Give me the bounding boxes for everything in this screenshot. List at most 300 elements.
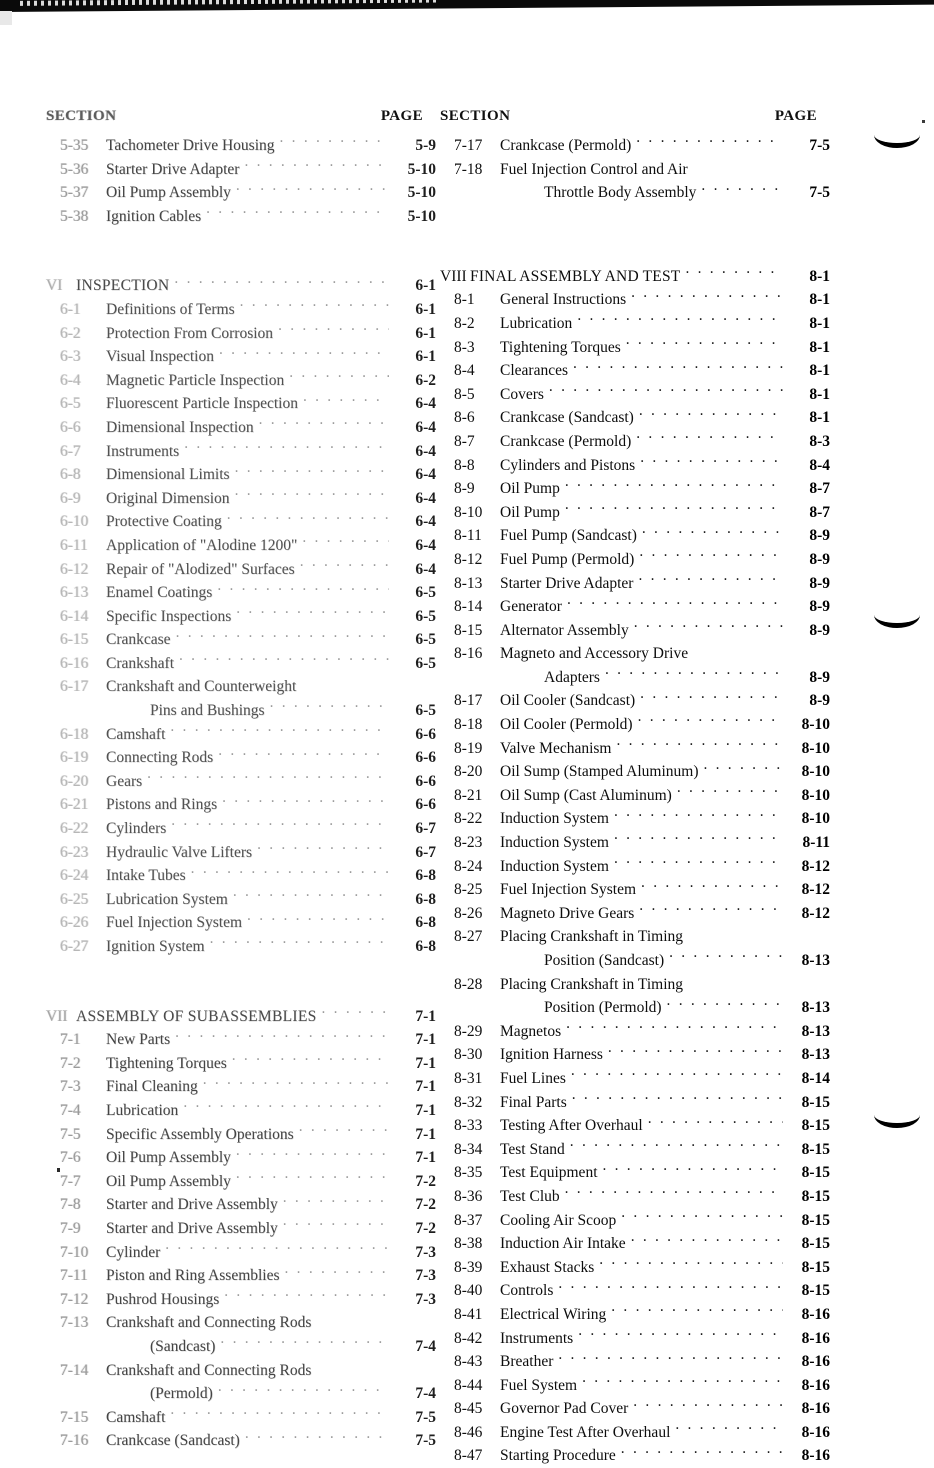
toc-entry-number: 8-40 xyxy=(454,1282,483,1300)
toc-entry-number: 7-9 xyxy=(60,1219,81,1237)
toc-entries-left xyxy=(46,134,436,1453)
toc-entry[interactable] xyxy=(440,1209,830,1233)
toc-entry[interactable] xyxy=(46,1146,436,1170)
toc-leader-dots xyxy=(316,1312,389,1328)
toc-entry-page: 6-4 xyxy=(415,442,436,460)
toc-entry-title: Controls xyxy=(500,1282,554,1300)
toc-section-entry[interactable] xyxy=(46,1005,436,1029)
toc-entry[interactable] xyxy=(440,134,830,158)
toc-leader-dots xyxy=(704,761,784,777)
toc-leader-dots xyxy=(235,487,389,503)
toc-entry-number: 8-4 xyxy=(454,362,475,380)
toc-entry-title: Gears xyxy=(106,772,143,790)
toc-leader-dots xyxy=(236,182,389,198)
toc-entry[interactable] xyxy=(440,501,830,525)
toc-entry[interactable] xyxy=(440,855,830,879)
toc-entry-title: Cylinders xyxy=(106,820,167,838)
toc-entry[interactable] xyxy=(440,713,830,737)
toc-entry[interactable] xyxy=(46,911,436,935)
toc-leader-dots xyxy=(701,182,783,198)
toc-entry[interactable] xyxy=(46,1382,436,1406)
toc-entry-title: Repair of "Alodized" Surfaces xyxy=(106,560,295,578)
toc-entry[interactable] xyxy=(440,642,830,666)
toc-entry-title: Oil Pump Assembly xyxy=(106,1149,231,1167)
toc-entry-title: Crankshaft and Connecting Rods xyxy=(106,1361,312,1379)
toc-entry[interactable] xyxy=(46,463,436,487)
toc-entry-number: 8-27 xyxy=(454,928,483,946)
toc-entry-number: 6-21 xyxy=(60,796,89,814)
toc-entry-title: Induction System xyxy=(500,857,609,875)
toc-entry-number: 6-17 xyxy=(60,678,89,696)
toc-entry-title: Oil Pump Assembly xyxy=(106,184,231,202)
toc-leader-dots xyxy=(244,158,389,174)
toc-entry-title: Throttle Body Assembly xyxy=(544,184,697,202)
toc-entry-number: 6-10 xyxy=(60,513,89,531)
toc-leader-dots xyxy=(567,596,783,612)
toc-entry-number: 8-12 xyxy=(454,550,483,568)
toc-entry[interactable] xyxy=(440,689,830,713)
toc-entry-page: 8-9 xyxy=(809,527,830,545)
toc-entry-page: 7-2 xyxy=(415,1219,436,1237)
toc-entry-page: 8-16 xyxy=(801,1423,830,1441)
toc-entry-page: 6-5 xyxy=(415,702,436,720)
toc-entry[interactable] xyxy=(46,1429,436,1453)
toc-entry[interactable] xyxy=(440,572,830,596)
toc-entry-title: Placing Crankshaft in Timing xyxy=(500,975,683,993)
toc-entry[interactable] xyxy=(440,973,830,997)
toc-entry-page: 8-12 xyxy=(801,857,830,875)
toc-entry-number: 8-44 xyxy=(454,1376,483,1394)
toc-entry-number: 7-2 xyxy=(60,1054,81,1072)
toc-leader-dots xyxy=(603,1162,784,1178)
toc-entry-page: 7-4 xyxy=(415,1385,436,1403)
toc-entry-title: Crankcase (Permold) xyxy=(500,137,632,154)
toc-entry[interactable] xyxy=(46,864,436,888)
toc-entry[interactable] xyxy=(440,1327,830,1351)
toc-leader-dots xyxy=(636,430,783,446)
toc-leader-dots xyxy=(165,1241,389,1257)
toc-entry-page: 5-10 xyxy=(407,207,436,225)
toc-entry[interactable] xyxy=(440,1067,830,1091)
toc-entry-title: Fuel System xyxy=(500,1376,578,1394)
toc-entry[interactable] xyxy=(440,406,830,430)
toc-entry[interactable] xyxy=(46,1099,436,1123)
toc-entry-title: Enamel Coatings xyxy=(106,584,213,602)
toc-leader-dots xyxy=(170,1406,389,1422)
toc-entry[interactable] xyxy=(440,288,830,312)
toc-entry-title: Piston and Ring Assemblies xyxy=(106,1267,280,1285)
toc-leader-dots xyxy=(639,902,783,918)
toc-entry-title: Specific Assembly Operations xyxy=(106,1125,294,1143)
toc-leader-dots xyxy=(183,1099,389,1115)
toc-entry[interactable] xyxy=(46,1193,436,1217)
toc-block xyxy=(440,265,830,1468)
toc-leader-dots xyxy=(693,643,783,659)
page-column-label: PAGE xyxy=(380,108,423,124)
toc-entry-number: 7-6 xyxy=(60,1149,81,1167)
toc-entry-page: 8-11 xyxy=(802,834,830,852)
toc-leader-dots xyxy=(179,652,389,668)
toc-entry-number: 8-23 xyxy=(454,834,483,852)
toc-entry[interactable] xyxy=(440,430,830,454)
toc-entry-page: 8-4 xyxy=(809,456,830,474)
toc-entry[interactable] xyxy=(46,392,436,416)
toc-entry-title: Fuel Injection System xyxy=(500,881,637,899)
toc-entry[interactable] xyxy=(46,888,436,912)
toc-entry-title: Magnetos xyxy=(500,1022,562,1040)
toc-entry[interactable] xyxy=(440,831,830,855)
toc-leader-dots xyxy=(669,950,783,966)
toc-entry-number: 6-3 xyxy=(60,348,81,366)
toc-leader-dots xyxy=(565,478,783,494)
toc-entry[interactable] xyxy=(440,548,830,572)
toc-entry-title: Fluorescent Particle Inspection xyxy=(106,395,298,413)
toc-entry[interactable] xyxy=(440,1043,830,1067)
toc-entry[interactable] xyxy=(46,581,436,605)
toc-entry-page: 7-1 xyxy=(415,1054,436,1072)
toc-entry[interactable] xyxy=(46,416,436,440)
toc-leader-dots xyxy=(677,784,783,800)
toc-entry-title: Cylinders and Pistons xyxy=(500,456,636,474)
toc-entry-number: 8-19 xyxy=(454,739,483,757)
toc-entry[interactable] xyxy=(46,770,436,794)
toc-entry[interactable] xyxy=(46,205,436,229)
toc-entry-page: 7-5 xyxy=(809,184,830,202)
toc-entry[interactable] xyxy=(440,784,830,808)
toc-entry-title: Alternator Assembly xyxy=(500,621,629,639)
toc-entry-number: 7-5 xyxy=(60,1125,81,1143)
toc-leader-dots xyxy=(631,289,783,305)
toc-entry-page: 6-7 xyxy=(415,843,436,861)
toc-entry-number: 7-17 xyxy=(454,137,483,154)
toc-entry[interactable] xyxy=(46,817,436,841)
toc-entry-page: 7-3 xyxy=(415,1267,436,1285)
toc-entry[interactable] xyxy=(46,605,436,629)
toc-entry-number: 6-11 xyxy=(60,536,88,554)
toc-leader-dots xyxy=(171,818,389,834)
toc-entry[interactable] xyxy=(440,1232,830,1256)
toc-entry[interactable] xyxy=(46,1335,436,1359)
toc-entry[interactable] xyxy=(46,1170,436,1194)
toc-entry-number: 8-15 xyxy=(454,621,483,639)
toc-entry[interactable] xyxy=(440,1020,830,1044)
toc-entry-page: 7-4 xyxy=(415,1337,436,1355)
toc-entry[interactable] xyxy=(440,996,830,1020)
toc-leader-dots xyxy=(626,336,783,352)
toc-entry-page: 6-6 xyxy=(415,749,436,767)
toc-leader-dots xyxy=(634,619,783,635)
toc-entry[interactable] xyxy=(46,134,436,158)
toc-entry-number: 8-34 xyxy=(454,1140,483,1158)
toc-entry-number: 7-8 xyxy=(60,1196,81,1214)
toc-entry-title: Induction System xyxy=(500,834,609,852)
toc-entry[interactable] xyxy=(440,1374,830,1398)
toc-entry-page: 6-5 xyxy=(415,631,436,649)
toc-entry-page: 8-10 xyxy=(801,786,830,804)
toc-entry-number: VIII xyxy=(440,267,467,285)
toc-entry[interactable] xyxy=(46,345,436,369)
toc-entry-page: 8-1 xyxy=(809,267,830,285)
toc-leader-dots xyxy=(614,808,783,824)
toc-entry-page: 7-5 xyxy=(415,1408,436,1426)
toc-entry[interactable] xyxy=(46,652,436,676)
toc-leader-dots xyxy=(614,832,783,848)
toc-entry-number: 7-18 xyxy=(454,160,483,178)
toc-entry-page: 8-9 xyxy=(809,598,830,616)
toc-leader-dots xyxy=(621,1209,783,1225)
toc-entry[interactable] xyxy=(440,1161,830,1185)
toc-entry[interactable] xyxy=(440,1397,830,1421)
toc-entry[interactable] xyxy=(440,1303,830,1327)
toc-entry-page: 8-3 xyxy=(809,432,830,450)
toc-entry[interactable] xyxy=(46,510,436,534)
toc-entry[interactable] xyxy=(440,312,830,336)
toc-leader-dots xyxy=(285,1265,389,1281)
toc-leader-dots xyxy=(257,841,389,857)
toc-entry-title: Camshaft xyxy=(106,725,166,743)
toc-entry-number: 6-12 xyxy=(60,560,89,578)
toc-entry-number: 5-37 xyxy=(60,184,89,202)
toc-entry-number: 8-29 xyxy=(454,1022,483,1040)
toc-entry[interactable] xyxy=(46,1406,436,1430)
toc-entry[interactable] xyxy=(46,746,436,770)
toc-entry-title: Testing After Overhaul xyxy=(500,1117,643,1135)
toc-entry-number: 8-7 xyxy=(454,432,475,450)
toc-entry-page: 8-16 xyxy=(801,1329,830,1347)
toc-entry-page: 8-9 xyxy=(809,574,830,592)
toc-entry[interactable] xyxy=(46,1052,436,1076)
toc-entry-page: 6-4 xyxy=(415,489,436,507)
toc-entry-title: Valve Mechanism xyxy=(500,739,612,757)
toc-entry-page: 6-4 xyxy=(415,466,436,484)
toc-entry[interactable] xyxy=(440,1444,830,1468)
toc-entry-title: Ignition System xyxy=(106,938,205,955)
toc-entry-title: Induction Air Intake xyxy=(500,1235,626,1253)
toc-entry-page: 8-13 xyxy=(801,1046,830,1064)
toc-entry-page: 7-3 xyxy=(415,1243,436,1261)
toc-entry[interactable] xyxy=(46,1217,436,1241)
toc-leader-dots xyxy=(639,548,783,564)
toc-block xyxy=(440,134,830,205)
toc-entry-number: 8-36 xyxy=(454,1187,483,1205)
toc-entry[interactable] xyxy=(46,675,436,699)
toc-leader-dots xyxy=(599,1256,783,1272)
toc-block xyxy=(46,134,436,228)
toc-entry[interactable] xyxy=(46,322,436,346)
toc-leader-dots xyxy=(685,265,783,281)
toc-leader-dots xyxy=(675,1421,783,1437)
toc-entry-number: VI xyxy=(46,277,63,295)
toc-entry-page: 8-13 xyxy=(801,952,830,969)
toc-section-entry[interactable] xyxy=(46,274,436,298)
toc-entry-page: 6-6 xyxy=(415,796,436,814)
toc-entry[interactable] xyxy=(46,793,436,817)
toc-entry-page: 8-12 xyxy=(801,904,830,922)
toc-leader-dots xyxy=(570,1138,783,1154)
toc-entry[interactable] xyxy=(46,1264,436,1288)
toc-entry[interactable] xyxy=(46,440,436,464)
toc-entry-number: 8-14 xyxy=(454,598,483,616)
toc-entry[interactable] xyxy=(46,369,436,393)
toc-entry-title: Position (Permold) xyxy=(544,999,662,1017)
toc-leader-dots xyxy=(577,312,783,328)
toc-entry[interactable] xyxy=(440,925,830,949)
toc-entry[interactable] xyxy=(440,454,830,478)
toc-entry-title: Exhaust Stacks xyxy=(500,1258,595,1276)
toc-leader-dots xyxy=(174,275,389,291)
toc-section-entry[interactable] xyxy=(440,265,830,289)
toc-entry-title: Oil Sump (Stamped Aluminum) xyxy=(500,763,699,781)
toc-entry-number: 8-11 xyxy=(454,527,482,545)
toc-entry[interactable] xyxy=(440,1138,830,1162)
toc-entry[interactable] xyxy=(46,935,436,959)
toc-entry-page: 8-9 xyxy=(809,692,830,710)
toc-entry[interactable] xyxy=(46,487,436,511)
toc-entry-page: 7-5 xyxy=(809,137,830,154)
toc-entry[interactable] xyxy=(440,878,830,902)
toc-entry-number: 8-38 xyxy=(454,1235,483,1253)
toc-entry-number: 7-15 xyxy=(60,1408,89,1426)
toc-entry-title: Electrical Wiring xyxy=(500,1305,607,1323)
toc-entry[interactable] xyxy=(440,666,830,690)
toc-entry[interactable] xyxy=(440,949,830,973)
toc-entry-title: Cooling Air Scoop xyxy=(500,1211,617,1229)
toc-entry-title: Cylinder xyxy=(106,1243,161,1261)
toc-entry[interactable] xyxy=(440,1279,830,1303)
toc-entry[interactable] xyxy=(46,158,436,182)
toc-entry-number: 8-5 xyxy=(454,385,475,403)
toc-entry[interactable] xyxy=(46,699,436,723)
toc-entry-page: 6-6 xyxy=(415,725,436,743)
toc-leader-dots xyxy=(222,794,389,810)
toc-leader-dots xyxy=(640,454,783,470)
toc-entry-title: Ignition Harness xyxy=(500,1046,603,1064)
toc-entry-number: 8-31 xyxy=(454,1069,483,1087)
toc-entry-page: 6-1 xyxy=(415,277,436,295)
toc-entry-page: 8-10 xyxy=(801,739,830,757)
toc-entry-page: 8-9 xyxy=(809,621,830,639)
toc-entry[interactable] xyxy=(46,298,436,322)
toc-entry-title: Crankcase (Sandcast) xyxy=(106,1432,240,1450)
toc-entry[interactable] xyxy=(46,723,436,747)
toc-entry[interactable] xyxy=(440,1421,830,1445)
toc-entry[interactable] xyxy=(440,1256,830,1280)
toc-entry[interactable] xyxy=(46,1123,436,1147)
toc-entry-title: Starter Drive Adapter xyxy=(500,574,634,592)
toc-entry[interactable] xyxy=(440,619,830,643)
toc-entry[interactable] xyxy=(440,737,830,761)
toc-entry-number: 8-17 xyxy=(454,692,483,710)
toc-entry-number: 7-11 xyxy=(60,1267,88,1285)
toc-entry-page: 5-10 xyxy=(407,160,436,178)
toc-leader-dots xyxy=(642,525,783,541)
toc-entry-page: 8-1 xyxy=(809,291,830,309)
toc-entry-page: 7-1 xyxy=(415,1125,436,1143)
toc-entry-title: Crankshaft and Connecting Rods xyxy=(106,1314,312,1332)
toc-entry-title: Pins and Bushings xyxy=(150,702,265,720)
toc-leader-dots xyxy=(614,855,783,871)
toc-entry-number: 8-8 xyxy=(454,456,475,474)
toc-entry-page: 6-4 xyxy=(415,395,436,413)
toc-entry[interactable] xyxy=(46,1311,436,1335)
toc-leader-dots xyxy=(219,346,389,362)
toc-entry[interactable] xyxy=(46,1075,436,1099)
toc-entry[interactable] xyxy=(440,158,830,182)
toc-leader-dots xyxy=(688,926,783,942)
toc-entry-page: 8-1 xyxy=(809,362,830,380)
toc-entry-page: 6-1 xyxy=(415,348,436,366)
toc-leader-dots xyxy=(688,973,783,989)
toc-leader-dots xyxy=(641,879,783,895)
toc-entry-page: 6-5 xyxy=(415,584,436,602)
toc-leader-dots xyxy=(648,1115,783,1131)
toc-entry-number: 8-1 xyxy=(454,291,475,309)
toc-entry[interactable] xyxy=(440,807,830,831)
toc-entry[interactable] xyxy=(46,1288,436,1312)
toc-entry[interactable] xyxy=(440,1091,830,1115)
toc-entry[interactable] xyxy=(46,1241,436,1265)
toc-leader-dots xyxy=(322,1005,389,1021)
toc-leader-dots xyxy=(245,1430,389,1446)
toc-entry-number: 6-22 xyxy=(60,820,89,838)
toc-entry-page: 8-7 xyxy=(809,503,830,521)
toc-entry[interactable] xyxy=(46,534,436,558)
toc-entry-number: 8-9 xyxy=(454,480,475,498)
toc-entry-page: 8-14 xyxy=(801,1069,830,1087)
toc-entry-page: 6-1 xyxy=(415,324,436,342)
toc-entry[interactable] xyxy=(46,1028,436,1052)
toc-leader-dots xyxy=(236,1147,389,1163)
toc-entry-page: 8-16 xyxy=(801,1400,830,1418)
toc-entry[interactable] xyxy=(440,477,830,501)
toc-leader-dots xyxy=(175,1029,389,1045)
toc-entry[interactable] xyxy=(440,595,830,619)
toc-entry[interactable] xyxy=(46,628,436,652)
toc-entry[interactable] xyxy=(46,1359,436,1383)
toc-leader-dots xyxy=(571,1067,783,1083)
toc-entry[interactable] xyxy=(440,181,830,205)
toc-entry-page: 6-4 xyxy=(415,513,436,531)
toc-entry-number: 8-43 xyxy=(454,1353,483,1371)
toc-entry-number: 8-45 xyxy=(454,1400,483,1418)
toc-entry-number: 8-20 xyxy=(454,763,483,781)
toc-entry[interactable] xyxy=(440,524,830,548)
toc-entry-number: 6-6 xyxy=(60,418,81,436)
toc-entry-page: 7-1 xyxy=(415,1078,436,1096)
toc-entry-page: 8-16 xyxy=(801,1353,830,1371)
toc-entry[interactable] xyxy=(440,383,830,407)
toc-entry[interactable] xyxy=(440,359,830,383)
toc-entry[interactable] xyxy=(440,902,830,926)
toc-entry-page: 8-15 xyxy=(801,1187,830,1205)
toc-entry[interactable] xyxy=(440,1185,830,1209)
toc-entry[interactable] xyxy=(440,1114,830,1138)
toc-entry[interactable] xyxy=(46,558,436,582)
toc-entry-title: Lubrication System xyxy=(106,890,228,908)
toc-entry[interactable] xyxy=(440,336,830,360)
toc-entry[interactable] xyxy=(46,841,436,865)
toc-entry[interactable] xyxy=(440,760,830,784)
toc-entry-page: 6-4 xyxy=(415,536,436,554)
toc-entry-title: Original Dimension xyxy=(106,489,230,507)
toc-entry-number: 8-46 xyxy=(454,1423,483,1441)
toc-entry[interactable] xyxy=(46,181,436,205)
toc-entry-number: 8-13 xyxy=(454,574,483,592)
toc-leader-dots xyxy=(283,1217,389,1233)
toc-leader-dots xyxy=(218,747,389,763)
toc-entry-number: 8-35 xyxy=(454,1164,483,1182)
toc-entry[interactable] xyxy=(440,1350,830,1374)
